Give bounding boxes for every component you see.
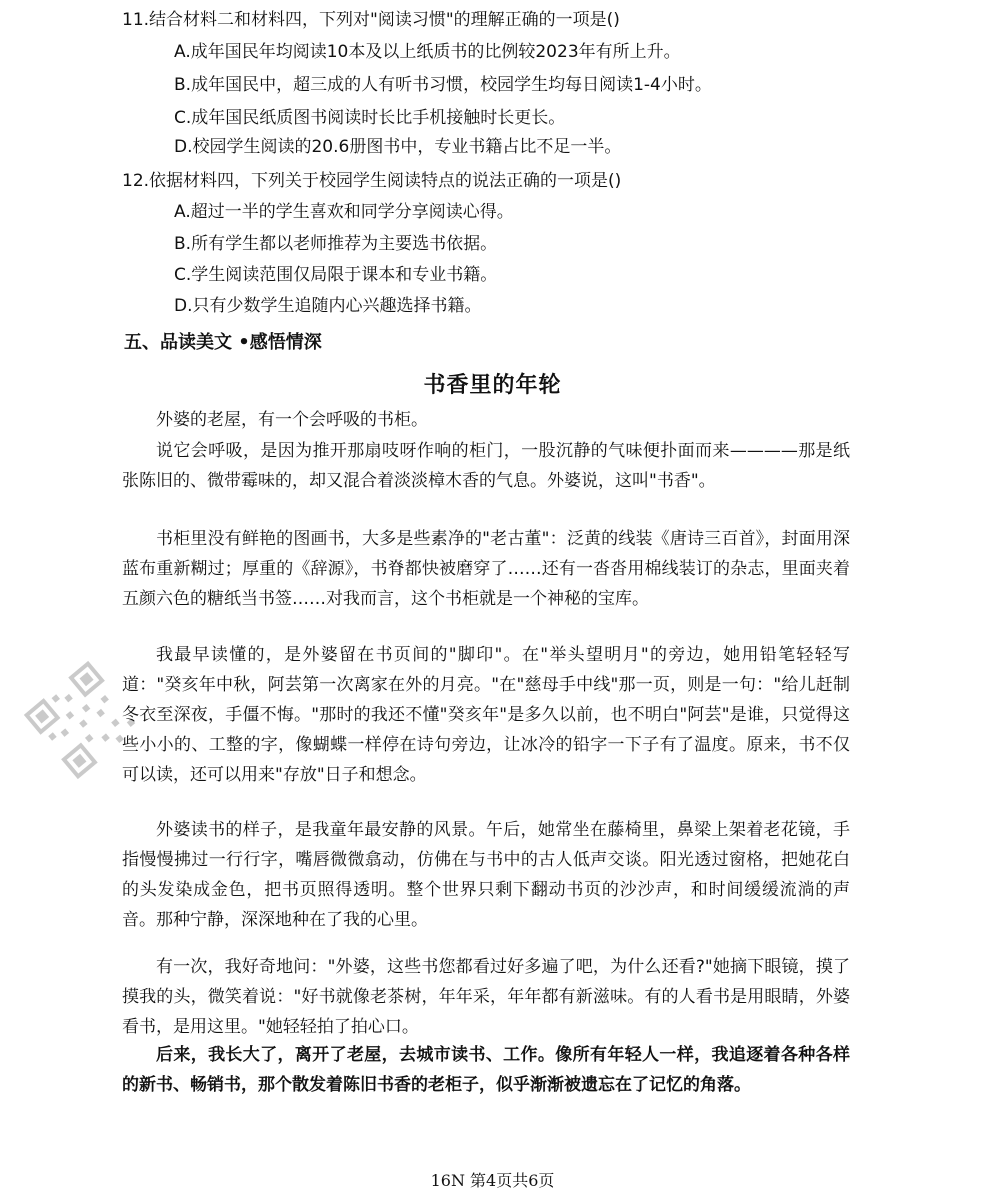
question-12-option-d: D.只有少数学生追随内心兴趣选择书籍。 [174,296,482,316]
question-11-option-c: C.成年国民纸质图书阅读时长比手机接触时长更长。 [174,108,566,128]
question-12-option-c: C.学生阅读范围仅局限于课本和专业书籍。 [174,265,498,285]
article-paragraph-5: 外婆读书的样子，是我童年最安静的风景。午后，她常坐在藤椅里，鼻梁上架着老花镜，手指慢慢拂过一行行字，嘴唇微微翕动，仿佛在与书中的古人低声交谈。阳光透过窗格，把她花白的头发染成金色，把书页照得透明。整个世界只剩下翻动书页的沙沙声，和时间缓缓流淌的声音。那种宁静，深深地种在了我的心里。 [122,820,850,930]
article-paragraph-7: 后来，我长大了，离开了老屋，去城市读书、工作。像所有年轻人一样，我追逐着各种各样的新书、畅销书，那个散发着陈旧书香的老柜子，似乎渐渐被遗忘在了记忆的角落。 [122,1045,850,1095]
article-paragraph-3: 书柜里没有鲜艳的图画书，大多是些素净的"老古董"：泛黄的线装《唐诗三百首》，封面用深蓝布重新糊过；厚重的《辞源》，书脊都快被磨穿了……还有一沓沓用棉线装订的杂志，里面夹着五颜六色的糖纸当书签……对我而言，这个书柜就是一个神秘的宝库。 [122,529,850,609]
question-11-option-b: B.成年国民中，超三成的人有听书习惯，校园学生均每日阅读1-4小时。 [174,75,712,95]
question-11-option-a: A.成年国民年均阅读10本及以上纸质书的比例较2023年有所上升。 [174,42,681,62]
page-footer: 16N 第4页共6页 [430,1171,555,1190]
question-12-option-b: B.所有学生都以老师推荐为主要选书依据。 [174,234,498,254]
article-paragraph-4: 我最早读懂的，是外婆留在书页间的"脚印"。在"举头望明月"的旁边，她用铅笔轻轻写道："癸亥年中秋，阿芸第一次离家在外的月亮。"在"慈母手中线"那一页，则是一句："给儿赶制冬衣至深夜，手僵不悔。"那时的我还不懂"癸亥年"是多久以前，也不明白"阿芸"是谁，只觉得这些小小的、工整的字，像蝴蝶一样停在诗句旁边，让冰冷的铅字一下子有了温度。原来，书不仅可以读，还可以用来"存放"日子和想念。 [122,645,850,785]
question-12-stem: 12.依据材料四，下列关于校园学生阅读特点的说法正确的一项是() [122,171,622,191]
section-heading: 五、品读美文 •感悟情深 [124,332,322,353]
article-paragraph-2: 说它会呼吸，是因为推开那扇吱呀作响的柜门，一股沉静的气味便扑面而来————那是纸张陈旧的、微带霉味的，却又混合着淡淡樟木香的气息。外婆说，这叫"书香"。 [122,441,850,491]
question-11-option-d: D.校园学生阅读的20.6册图书中，专业书籍占比不足一半。 [174,137,622,157]
question-12-option-a: A.超过一半的学生喜欢和同学分享阅读心得。 [174,202,514,222]
article-title: 书香里的年轮 [423,373,562,398]
question-11-stem: 11.结合材料二和材料四，下列对"阅读习惯"的理解正确的一项是() [122,10,620,30]
article-paragraph-1: 外婆的老屋，有一个会呼吸的书柜。 [156,410,428,430]
article-paragraph-6: 有一次，我好奇地问："外婆，这些书您都看过好多遍了吧，为什么还看?"她摘下眼镜，摸了摸我的头，微笑着说："好书就像老茶树，年年采，年年都有新滋味。有的人看书是用眼睛，外婆看书，是用这里。"她轻轻拍了拍心口。 [122,957,850,1037]
